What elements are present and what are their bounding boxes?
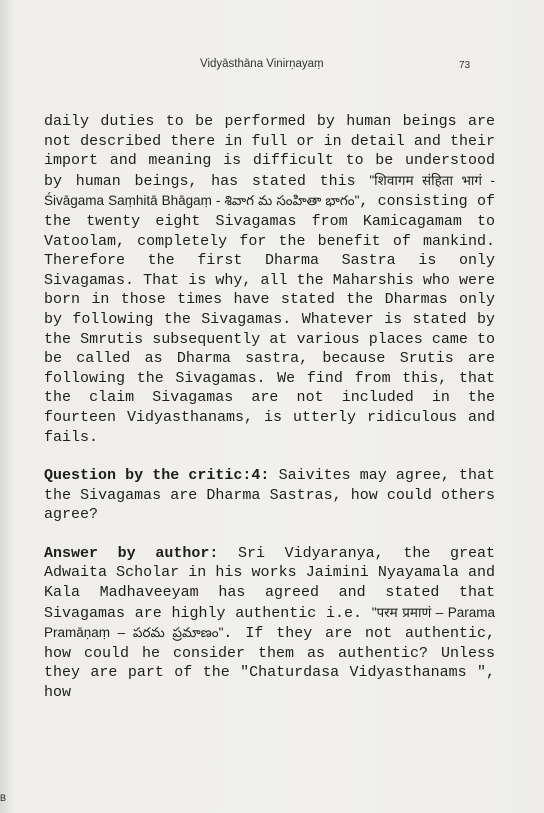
page-number: 73 (459, 60, 471, 71)
question-paragraph (44, 466, 495, 525)
sanskrit-quote: "शिवागम संहिता भागं - Śivāgama Saṃhitā Bhāgaṃ - శివాగ మ సంహితా భాగం" (44, 172, 495, 209)
footer-mark: B (0, 793, 7, 803)
sanskrit-quote: "परम प्रमाणं – Parama Pramāṇaṃ – పరమ ప్రమాణం" (44, 604, 495, 641)
question-label: Question by the critic:4: (44, 467, 270, 485)
answer-paragraph (44, 544, 495, 703)
paragraph-text: daily duties to be performed by human beings are not described there in full or in detail and their import and meaning is difficult to be understood by human beings, has stated this (44, 113, 495, 190)
page-body (44, 112, 495, 703)
paragraph-duties (44, 112, 495, 447)
running-title: Vidyāsthāna Vinirṇayaṃ (200, 58, 324, 70)
question-text: Saivites may agree, that the Sivagamas are Dharma Sastras, how could others agree? (44, 467, 495, 524)
page-header (0, 56, 544, 76)
answer-text: . If they are not authentic, how could he consider them as authentic? Unless they are part of the "Chaturdasa Vidyasthanams ", how (44, 625, 495, 702)
answer-text: Sri Vidyaranya, the great Adwaita Scholar in his works Jaimini Nyayamala and Kala Madhaveeyam has agreed and stated that Sivagamas are highly authentic i.e. (44, 544, 495, 622)
paragraph-text: , consisting of the twenty eight Sivagamas from Kamicagamam to Vatoolam, completely for the benefit of mankind. Therefore the first Dharma Sastra is only Sivagamas. That is why, all the Maharshis who were born in those times have stated the Dharmas only by following the Sivagamas. Whatever is stated by the Smrutis subsequently at various places came to be called as Dharma sastra, because Srutis are following the Sivagamas. We find from this, that the claim Sivagamas are not included in the fourteen Vidyasthanams, is utterly ridiculous and fails. (44, 193, 495, 446)
answer-label: Answer by author: (44, 544, 219, 562)
